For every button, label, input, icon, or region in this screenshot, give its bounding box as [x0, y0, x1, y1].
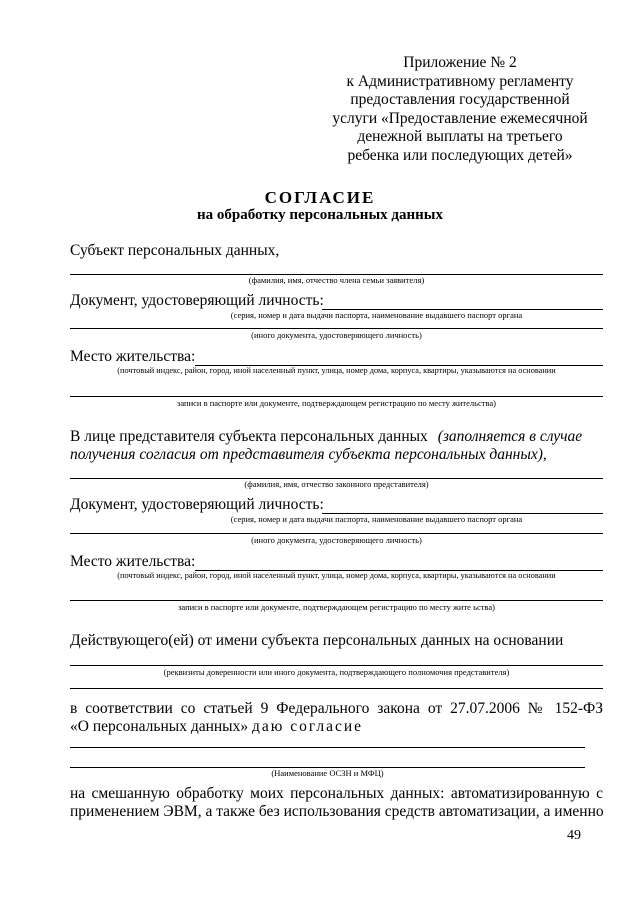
other-document-field-2[interactable]	[70, 533, 603, 534]
consent-word: даю согласие	[251, 718, 364, 735]
representative-text-main: В лице представителя субъекта персональных данных	[70, 428, 428, 445]
residence-registration-field-2[interactable]	[70, 600, 603, 601]
subject-label: Субъект персональных данных,	[70, 242, 280, 259]
caption-power-of-attorney: (реквизиты доверенности или иного документа, подтверждающего полномочия представителя)	[163, 667, 510, 677]
page-number: 49	[567, 828, 581, 843]
caption-address-2: (почтовый индекс, район, город, иной населенный пункт, улица, номер дома, корпуса, квартиры, указываются на основании	[117, 571, 556, 580]
power-of-attorney-field-2[interactable]	[70, 688, 603, 689]
processing-text-1: на смешанную обработку моих персональных данных: автоматизированную с	[70, 785, 603, 802]
caption-organization: (Наименование ОСЗН и МФЦ)	[271, 768, 384, 778]
caption-other-document-1: (иного документа, удостоверяющего личность)	[251, 330, 422, 340]
caption-address-1: (почтовый индекс, район, город, иной населенный пункт, улица, номер дома, корпуса, квартиры, указываются на основании	[117, 366, 556, 375]
annex-header	[325, 54, 595, 165]
caption-registration-2: записи в паспорте или документе, подтверждающем регистрацию по месту жите ьства)	[178, 602, 495, 612]
other-document-field-1[interactable]	[70, 328, 603, 329]
caption-representative-name: (фамилия, имя, отчество законного представителя)	[244, 479, 429, 489]
representative-text	[70, 428, 582, 446]
caption-registration-1: записи в паспорте или документе, подтверждающем регистрацию по месту жительства)	[177, 398, 496, 408]
law-text-2	[70, 718, 363, 736]
caption-passport-1: (серия, номер и дата выдачи паспорта, наименование выдавшего паспорт органа	[230, 310, 523, 320]
representative-italic-1: (заполняется в случае	[437, 428, 583, 445]
annex-line: услуги «Предоставление ежемесячной	[332, 109, 588, 127]
representative-italic-2: получения согласия от представителя субъекта персональных данных),	[70, 446, 547, 463]
annex-line: ребенка или последующих детей»	[347, 146, 573, 164]
annex-line: Приложение № 2	[403, 54, 517, 71]
annex-line: денежной выплаты на третьего	[357, 128, 563, 145]
law-text-1: в соответствии со статьей 9 Федерального закона от 27.07.2006 № 152-ФЗ	[70, 700, 603, 717]
processing-text-2: применением ЭВМ, а также без использования средств автоматизации, а именно	[70, 803, 604, 820]
annex-line: к Административному регламенту	[346, 72, 574, 90]
document-subtitle: на обработку персональных данных	[197, 207, 443, 223]
acting-label: Действующего(ей) от имени субъекта персональных данных на основании	[70, 632, 564, 649]
annex-line: предоставления государственной	[350, 91, 570, 108]
document-label-1: Документ, удостоверяющий личность:	[70, 292, 324, 309]
organization-field-1[interactable]	[70, 747, 585, 748]
power-of-attorney-field[interactable]	[70, 665, 603, 666]
document-title: СОГЛАСИЕ	[264, 188, 376, 207]
caption-other-document-2: (иного документа, удостоверяющего личность)	[251, 535, 422, 545]
document-label-2: Документ, удостоверяющий личность:	[70, 496, 324, 513]
residence-label-1: Место жительства:	[70, 348, 196, 365]
law-text-2a: «О персональных данных»	[70, 718, 252, 735]
residence-registration-field-1[interactable]	[70, 396, 603, 397]
caption-subject-name: (фамилия, имя, отчество члена семьи заявителя)	[248, 275, 425, 285]
caption-passport-2: (серия, номер и дата выдачи паспорта, наименование выдавшего паспорт органа	[230, 514, 523, 524]
residence-label-2: Место жительства:	[70, 553, 196, 570]
